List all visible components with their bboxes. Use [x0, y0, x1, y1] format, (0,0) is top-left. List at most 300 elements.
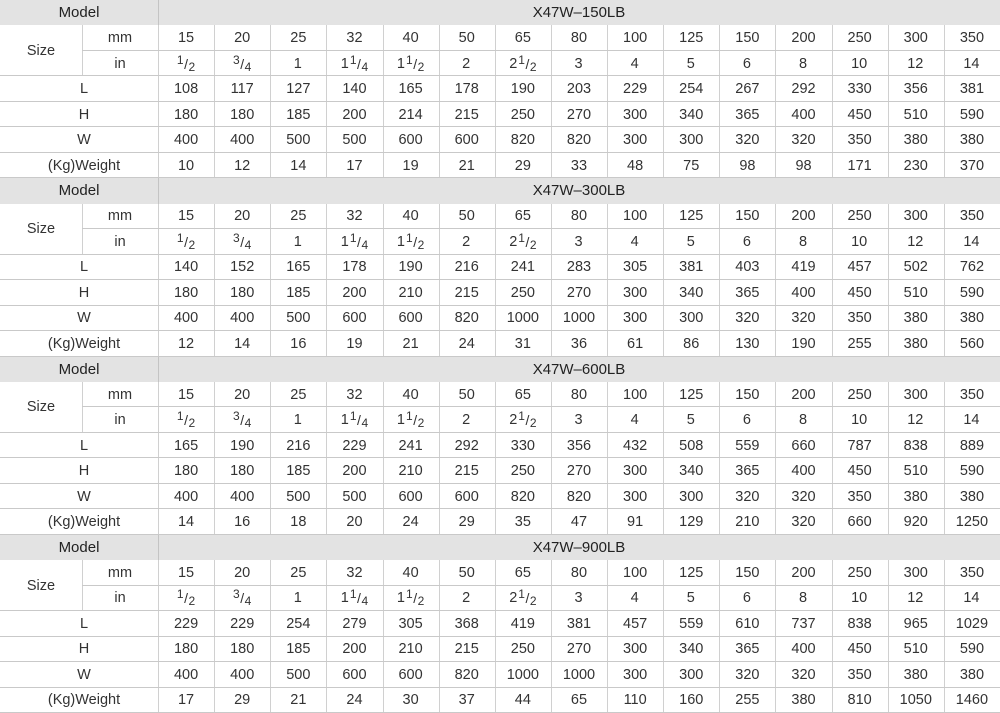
table-cell: 215 [454, 106, 479, 123]
table-cell: 300 [623, 284, 648, 301]
row-label: W [77, 310, 91, 327]
column-divider [158, 407, 159, 432]
table-cell: 300 [623, 310, 648, 327]
table-cell: 380 [903, 335, 928, 352]
column-divider [158, 51, 159, 76]
table-cell: 230 [903, 157, 928, 174]
unit-label: in [114, 590, 126, 607]
table-cell: 65 [514, 30, 531, 47]
column-divider [607, 407, 608, 432]
column-divider [383, 102, 384, 127]
table-cell: 380 [903, 310, 928, 327]
column-divider [944, 255, 945, 280]
column-divider [944, 102, 945, 127]
table-cell: 35 [514, 514, 531, 530]
table-cell: 559 [735, 437, 760, 454]
column-divider [158, 662, 159, 687]
table-cell: 432 [623, 437, 648, 454]
column-divider [888, 688, 889, 713]
table-cell: 29 [458, 514, 475, 530]
table-cell: 19 [346, 335, 363, 352]
table-cell: 838 [847, 615, 872, 632]
table-cell: 400 [173, 132, 199, 149]
column-divider [944, 306, 945, 331]
table-cell: 820 [510, 488, 535, 505]
table-cell: 12 [177, 335, 195, 352]
column-divider [270, 25, 271, 50]
column-divider [832, 127, 833, 152]
column-divider [270, 229, 271, 254]
column-divider [607, 51, 608, 76]
table-cell: 250 [847, 564, 872, 581]
column-divider [214, 433, 215, 458]
table-cell: 300 [679, 310, 704, 327]
table-cell: 255 [847, 335, 872, 352]
table-cell: 14 [177, 514, 195, 530]
unit-label: mm [107, 30, 133, 47]
row-label: W [77, 488, 91, 505]
column-divider [439, 280, 440, 305]
table-cell: 419 [791, 259, 816, 276]
column-divider [551, 407, 552, 432]
column-divider [775, 331, 776, 356]
size-label: Size [26, 221, 56, 238]
column-divider [158, 153, 159, 178]
table-cell: 1000 [506, 666, 539, 683]
table-cell: 127 [286, 81, 311, 98]
table-cell: 185 [286, 641, 311, 658]
column-divider [607, 280, 608, 305]
table-cell: 320 [791, 666, 816, 683]
table-cell: 500 [286, 132, 311, 149]
column-divider [551, 662, 552, 687]
table-cell: 61 [627, 335, 644, 352]
table-cell: 4 [630, 590, 639, 607]
column-divider [607, 611, 608, 636]
table-cell: 24 [402, 514, 419, 530]
table-cell: 91 [627, 514, 644, 530]
table-cell: 110 [623, 692, 647, 709]
table-cell: 500 [342, 488, 367, 505]
column-divider [719, 153, 720, 178]
column-divider [214, 255, 215, 280]
table-cell: 1 / 2 [176, 230, 196, 252]
column-divider [439, 204, 440, 229]
table-cell: 450 [847, 106, 872, 123]
table-cell: 300 [679, 488, 704, 505]
table-cell: 200 [342, 106, 367, 123]
weight-row [0, 331, 1000, 356]
column-divider [888, 102, 889, 127]
table-cell: 8 [798, 590, 808, 607]
column-divider [439, 382, 440, 407]
table-cell: 820 [510, 132, 535, 149]
column-divider [775, 611, 776, 636]
column-divider [326, 102, 327, 127]
table-cell: 350 [959, 208, 985, 225]
table-cell: 12 [907, 233, 924, 250]
table-cell: 600 [454, 488, 479, 505]
table-cell: 300 [623, 106, 648, 123]
column-divider [607, 662, 608, 687]
column-divider [270, 306, 271, 331]
table-cell: 65 [514, 386, 531, 403]
table-cell: 400 [230, 310, 255, 327]
column-divider [214, 102, 215, 127]
table-cell: 178 [454, 81, 479, 98]
column-divider [719, 586, 720, 611]
column-divider [888, 611, 889, 636]
table-cell: 16 [234, 514, 251, 530]
table-cell: 600 [398, 310, 423, 327]
column-divider [944, 458, 945, 483]
table-cell: 229 [623, 81, 648, 98]
column-divider [82, 382, 83, 407]
table-cell: 17 [177, 692, 195, 709]
column-divider [832, 433, 833, 458]
table-cell: 6 [742, 55, 751, 72]
table-cell: 2 [462, 55, 471, 72]
column-divider [719, 331, 720, 356]
table-cell: 320 [791, 488, 816, 505]
column-divider [888, 560, 889, 585]
table-cell: 320 [735, 666, 760, 683]
table-cell: 350 [847, 132, 872, 149]
table-cell: 86 [683, 335, 700, 352]
table-cell: 171 [847, 157, 872, 174]
column-divider [158, 331, 159, 356]
column-divider [383, 25, 384, 50]
column-divider [607, 255, 608, 280]
table-cell: 350 [847, 666, 872, 683]
column-divider [495, 382, 496, 407]
column-divider [270, 484, 271, 509]
table-cell: 80 [570, 208, 588, 225]
table-cell: 40 [402, 564, 419, 581]
table-cell: 4 [630, 55, 639, 72]
table-cell: 180 [173, 106, 199, 123]
table-cell: 365 [735, 284, 760, 301]
table-cell: 1460 [955, 692, 989, 709]
table-cell: 250 [847, 386, 872, 403]
column-divider [214, 229, 215, 254]
table-cell: 500 [286, 666, 311, 683]
table-cell: 1 / 2 [176, 587, 196, 609]
model-label: Model [58, 538, 100, 556]
column-divider [832, 102, 833, 127]
table-cell: 381 [959, 81, 985, 98]
column-divider [944, 611, 945, 636]
table-cell: 200 [342, 284, 367, 301]
weight-row [0, 509, 1000, 534]
table-cell: 200 [791, 564, 816, 581]
column-divider [551, 102, 552, 127]
column-divider [158, 127, 159, 152]
table-cell: 203 [566, 81, 592, 98]
row-label: H [78, 106, 90, 123]
column-divider [326, 688, 327, 713]
column-divider [158, 484, 159, 509]
column-divider [607, 25, 608, 50]
column-divider [439, 255, 440, 280]
table-cell: 380 [903, 132, 928, 149]
table-cell: 10 [851, 233, 868, 250]
table-cell: 380 [959, 310, 985, 327]
length-row [0, 611, 1000, 636]
column-divider [158, 637, 159, 662]
unit-label: mm [107, 564, 133, 581]
row-label: L [79, 437, 89, 454]
table-cell: 350 [959, 386, 985, 403]
column-divider [326, 484, 327, 509]
unit-label: mm [107, 208, 133, 225]
table-cell: 502 [903, 259, 928, 276]
column-divider [326, 611, 327, 636]
column-divider [663, 229, 664, 254]
column-divider [158, 102, 159, 127]
table-cell: 254 [286, 615, 311, 632]
model-label: Model [58, 182, 100, 200]
column-divider [944, 662, 945, 687]
table-cell: 300 [623, 666, 648, 683]
column-divider [214, 560, 215, 585]
column-divider [663, 204, 664, 229]
table-cell: 200 [791, 30, 816, 47]
column-divider [214, 407, 215, 432]
table-cell: 20 [234, 30, 251, 47]
column-divider [326, 407, 327, 432]
column-divider [158, 204, 159, 229]
table-cell: 210 [735, 514, 760, 530]
column-divider [439, 560, 440, 585]
table-cell: 20 [234, 564, 251, 581]
table-cell: 400 [173, 488, 199, 505]
table-cell: 600 [342, 666, 367, 683]
table-cell: 267 [735, 81, 760, 98]
column-divider [888, 407, 889, 432]
column-divider [270, 51, 271, 76]
column-divider [607, 382, 608, 407]
table-cell: 180 [230, 463, 255, 480]
table-cell: 250 [847, 208, 872, 225]
column-divider [326, 127, 327, 152]
table-cell: 920 [903, 514, 928, 530]
length-row [0, 255, 1000, 280]
column-divider [326, 204, 327, 229]
column-divider [82, 407, 83, 432]
table-cell: 400 [230, 488, 255, 505]
table-cell: 100 [623, 386, 648, 403]
column-divider [270, 76, 271, 101]
column-divider [607, 458, 608, 483]
column-divider [383, 306, 384, 331]
column-divider [775, 255, 776, 280]
table-cell: 10 [851, 412, 868, 429]
table-cell: 190 [398, 259, 423, 276]
column-divider [775, 484, 776, 509]
table-cell: 14 [234, 335, 251, 352]
column-divider [383, 484, 384, 509]
column-divider [832, 484, 833, 509]
table-cell: 40 [402, 208, 419, 225]
column-divider [214, 382, 215, 407]
table-cell: 12 [907, 590, 924, 607]
table-cell: 185 [286, 106, 311, 123]
table-cell: 36 [570, 335, 588, 352]
table-cell: 17 [346, 157, 363, 174]
table-cell: 6 [742, 590, 751, 607]
column-divider [214, 25, 215, 50]
column-divider [326, 509, 327, 534]
table-cell: 590 [959, 641, 985, 658]
table-cell: 229 [230, 615, 255, 632]
column-divider [439, 331, 440, 356]
table-cell: 400 [791, 463, 816, 480]
column-divider [214, 306, 215, 331]
row-label: (Kg)Weight [47, 335, 121, 352]
table-cell: 820 [566, 132, 592, 149]
table-cell: 229 [342, 437, 367, 454]
width-row [0, 306, 1000, 331]
column-divider [214, 280, 215, 305]
column-divider [495, 76, 496, 101]
table-cell: 24 [458, 335, 475, 352]
table-cell: 25 [290, 208, 307, 225]
table-cell: 370 [959, 157, 985, 174]
column-divider [82, 560, 83, 585]
table-cell: 5 [686, 55, 695, 72]
column-divider [270, 586, 271, 611]
table-cell: 8 [798, 233, 808, 250]
table-cell: 31 [514, 335, 531, 352]
column-divider [158, 306, 159, 331]
column-divider [495, 204, 496, 229]
table-cell: 14 [963, 55, 980, 72]
table-cell: 340 [679, 284, 704, 301]
column-divider [270, 458, 271, 483]
table-cell: 190 [230, 437, 255, 454]
column-divider [495, 25, 496, 50]
table-cell: 215 [454, 284, 479, 301]
column-divider [944, 586, 945, 611]
table-cell: 32 [346, 30, 363, 47]
column-divider [383, 688, 384, 713]
table-cell: 2 [462, 590, 471, 607]
column-divider [439, 509, 440, 534]
table-cell: 368 [454, 615, 479, 632]
table-cell: 380 [903, 666, 928, 683]
table-cell: 10 [851, 55, 868, 72]
table-cell: 210 [398, 641, 423, 658]
table-cell: 510 [903, 284, 928, 301]
column-divider [326, 280, 327, 305]
table-cell: 150 [735, 208, 760, 225]
table-cell: 3 [574, 590, 583, 607]
row-label: (Kg)Weight [47, 692, 121, 709]
column-divider [158, 178, 159, 203]
column-divider [832, 25, 833, 50]
column-divider [719, 51, 720, 76]
table-cell: 32 [346, 564, 363, 581]
table-cell: 457 [623, 615, 648, 632]
table-cell: 380 [959, 666, 985, 683]
height-row [0, 102, 1000, 127]
table-cell: 600 [454, 132, 479, 149]
column-divider [383, 433, 384, 458]
column-divider [663, 382, 664, 407]
table-cell: 3 / 4 [233, 409, 252, 431]
column-divider [495, 662, 496, 687]
column-divider [832, 637, 833, 662]
table-cell: 340 [679, 106, 704, 123]
column-divider [888, 306, 889, 331]
table-cell: 1250 [955, 514, 989, 530]
length-row [0, 433, 1000, 458]
table-cell: 250 [510, 106, 535, 123]
table-cell: 1 1 / 2 [396, 230, 425, 252]
spec-table [0, 357, 1000, 535]
column-divider [888, 433, 889, 458]
column-divider [944, 127, 945, 152]
table-cell: 140 [342, 81, 367, 98]
column-divider [495, 407, 496, 432]
table-cell: 216 [454, 259, 479, 276]
column-divider [944, 25, 945, 50]
table-cell: 250 [847, 30, 872, 47]
column-divider [158, 280, 159, 305]
column-divider [158, 688, 159, 713]
column-divider [551, 688, 552, 713]
column-divider [439, 25, 440, 50]
table-cell: 500 [286, 310, 311, 327]
column-divider [775, 51, 776, 76]
table-cell: 210 [398, 284, 423, 301]
table-cell: 185 [286, 284, 311, 301]
model-header-row [0, 0, 1000, 25]
width-row [0, 484, 1000, 509]
column-divider [663, 153, 664, 178]
table-cell: 21 [402, 335, 419, 352]
table-cell: 1050 [899, 692, 932, 709]
table-cell: 4 [630, 412, 639, 429]
column-divider [82, 586, 83, 611]
column-divider [832, 509, 833, 534]
table-cell: 14 [963, 590, 980, 607]
column-divider [607, 509, 608, 534]
table-cell: 1 [293, 590, 302, 607]
table-cell: 2 [462, 233, 471, 250]
column-divider [439, 586, 440, 611]
column-divider [775, 560, 776, 585]
table-cell: 40 [402, 386, 419, 403]
column-divider [270, 662, 271, 687]
column-divider [270, 433, 271, 458]
column-divider [439, 458, 440, 483]
column-divider [719, 76, 720, 101]
table-cell: 200 [342, 463, 367, 480]
table-cell: 250 [510, 463, 535, 480]
column-divider [214, 662, 215, 687]
table-cell: 590 [959, 106, 985, 123]
table-cell: 8 [798, 55, 808, 72]
column-divider [270, 611, 271, 636]
column-divider [719, 433, 720, 458]
table-cell: 3 / 4 [233, 52, 252, 74]
column-divider [719, 407, 720, 432]
model-label: Model [58, 4, 100, 22]
column-divider [495, 484, 496, 509]
column-divider [607, 484, 608, 509]
